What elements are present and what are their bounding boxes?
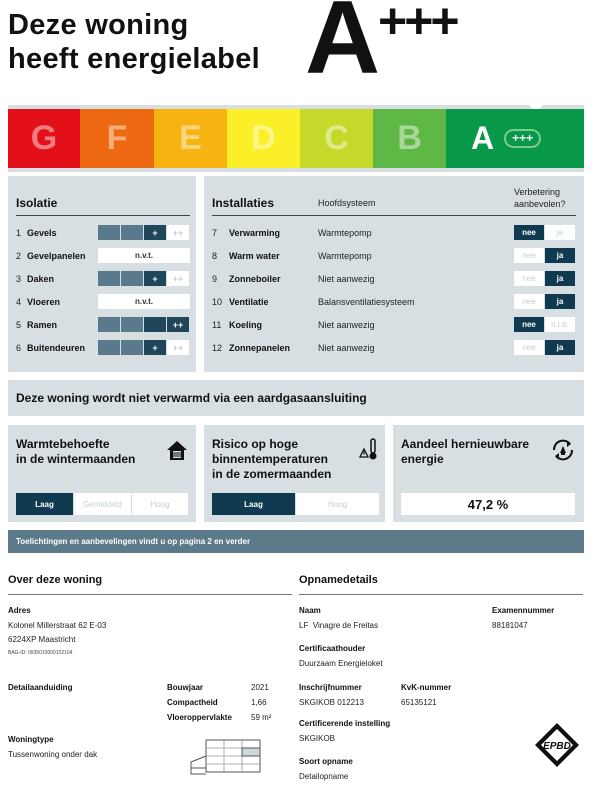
installatie-row-label: Warm water <box>229 251 280 261</box>
adres-line-1: Kolonel Millerstraat 62 E-03 <box>8 621 107 630</box>
installaties-title: Installaties <box>212 196 275 210</box>
naam-value: LF Vinagre de Freitas <box>299 621 379 630</box>
installatie-row-num: 7 <box>212 228 218 238</box>
col-verbetering-2: aanbevolen? <box>514 199 566 209</box>
svg-text:EPBD: EPBD <box>543 741 571 752</box>
installatie-row-value: Niet aanwezig <box>318 320 375 330</box>
rating-segment: ++ <box>167 340 189 355</box>
band-f <box>80 109 154 168</box>
installatie-row-num: 10 <box>212 297 223 307</box>
hernieuwbaar-title-2: energie <box>401 452 444 466</box>
isolatie-row-num: 6 <box>16 343 22 353</box>
isolatie-row-label: Gevels <box>27 228 57 238</box>
band-letter: E <box>179 119 202 157</box>
toggle-left: nee <box>514 340 544 355</box>
epbd-logo-icon <box>533 721 581 774</box>
rating-segment: + <box>144 340 166 355</box>
isolatie-rating-bar <box>98 340 190 355</box>
risico-title-2: binnentemperaturen <box>212 452 329 466</box>
apartment-building-icon <box>190 738 262 781</box>
toggle-left: nee <box>514 225 544 240</box>
band-letter: D <box>251 119 276 157</box>
band-letter: A <box>471 120 495 156</box>
page-title <box>8 8 260 76</box>
installatie-row-num: 9 <box>212 274 218 284</box>
energy-label-letter: A <box>305 0 381 96</box>
certificaathouder-label: Certificaathouder <box>299 644 366 653</box>
woningtype-label: Woningtype <box>8 735 54 744</box>
rating-segment <box>98 340 120 355</box>
rating-segment: + <box>144 271 166 286</box>
bag-id: BAG-ID: 0935010000102104 <box>8 650 73 656</box>
band-letter: B <box>397 119 422 157</box>
risico-title-1: Risico op hoge <box>212 437 299 451</box>
installatie-row-value: Warmtepomp <box>318 251 372 261</box>
level-option: Hoog <box>132 493 188 515</box>
toggle-right: ja <box>545 271 575 286</box>
renewable-cycle-icon <box>550 437 576 468</box>
rating-segment: ++ <box>167 225 189 240</box>
adres-line-2: 6224XP Maastricht <box>8 635 76 644</box>
installatie-row-value: Warmtepomp <box>318 228 372 238</box>
divider <box>212 215 576 216</box>
divider <box>16 215 190 216</box>
compactheid-value: 1,66 <box>251 698 267 707</box>
kvk-value: 65135121 <box>401 698 437 707</box>
installatie-row-label: Ventilatie <box>229 297 269 307</box>
isolatie-rating-bar <box>98 317 190 332</box>
naam-label: Naam <box>299 606 321 615</box>
band-g <box>8 109 80 168</box>
bouwjaar-label: Bouwjaar <box>167 683 204 692</box>
level-option: Laag <box>212 493 295 515</box>
band-b <box>373 109 446 168</box>
toggle-left: nee <box>514 317 544 332</box>
band-plus-pill: +++ <box>504 129 541 148</box>
rating-segment <box>121 225 143 240</box>
installatie-row-label: Verwarming <box>229 228 281 238</box>
warmte-level <box>16 493 189 515</box>
bouwjaar-value: 2021 <box>251 683 269 692</box>
instelling-value: SKGIKOB <box>299 734 336 743</box>
isolatie-rating-bar <box>98 271 190 286</box>
verbetering-toggle <box>514 340 576 355</box>
certificaathouder-value: Duurzaam Energieloket <box>299 659 383 668</box>
risico-title-3: in de zomermaanden <box>212 467 332 481</box>
installatie-row-num: 12 <box>212 343 223 353</box>
vloer-label: Vloeroppervlakte <box>167 713 232 722</box>
toggle-right: n.t.b. <box>545 317 575 332</box>
opname-title: Opnamedetails <box>299 574 378 586</box>
isolatie-row-num: 1 <box>16 228 22 238</box>
divider <box>8 594 292 595</box>
installatie-row-label: Koeling <box>229 320 262 330</box>
verbetering-toggle <box>514 271 576 286</box>
isolatie-row-num: 3 <box>16 274 22 284</box>
isolatie-row-label: Gevelpanelen <box>27 251 86 261</box>
verbetering-toggle <box>514 248 576 263</box>
rating-segment <box>98 317 120 332</box>
inschrijf-label: Inschrijfnummer <box>299 683 362 692</box>
col-verbetering-1: Verbetering <box>514 187 561 197</box>
band-letter: F <box>106 119 128 157</box>
rating-segment <box>98 225 120 240</box>
gas-strip-text: Deze woning wordt niet verwarmd via een aardgasaansluiting <box>16 391 367 405</box>
examen-label: Examennummer <box>492 606 555 615</box>
vloer-value: 59 m² <box>251 713 272 722</box>
band-d <box>227 109 300 168</box>
detail-label: Detailaanduiding <box>8 683 73 692</box>
toggle-right: ja <box>545 225 575 240</box>
installatie-row-label: Zonneboiler <box>229 274 281 284</box>
examen-value: 88181047 <box>492 621 528 630</box>
rating-segment: + <box>144 225 166 240</box>
isolatie-row-label: Vloeren <box>27 297 61 307</box>
inschrijf-value: SKGIKOB 012213 <box>299 698 364 707</box>
verbetering-toggle <box>514 317 576 332</box>
isolatie-title: Isolatie <box>16 196 58 210</box>
woning-title: Over deze woning <box>8 574 103 586</box>
installatie-row-num: 11 <box>212 320 222 330</box>
band-letter: C <box>324 119 349 157</box>
adres-label: Adres <box>8 606 31 615</box>
rating-segment <box>121 317 143 332</box>
energy-label-plus: +++ <box>378 0 457 49</box>
hernieuwbaar-title-1: Aandeel hernieuwbare <box>401 437 530 451</box>
verbetering-toggle <box>514 294 576 309</box>
toggle-right: ja <box>545 248 575 263</box>
isolatie-row-num: 5 <box>16 320 22 330</box>
isolatie-nvt: n.v.t. <box>98 248 190 263</box>
rating-segment <box>144 317 166 332</box>
house-heating-icon <box>166 440 188 467</box>
band-a <box>446 109 584 168</box>
isolatie-row-label: Ramen <box>27 320 58 330</box>
installatie-row-label: Zonnepanelen <box>229 343 291 353</box>
installatie-row-value: Balansventilatiesysteem <box>318 297 415 307</box>
warmte-title-1: Warmtebehoefte <box>16 437 110 451</box>
installatie-row-value: Niet aanwezig <box>318 343 375 353</box>
toggle-left: nee <box>514 294 544 309</box>
kvk-label: KvK-nummer <box>401 683 452 692</box>
isolatie-row-label: Buitendeuren <box>27 343 86 353</box>
compactheid-label: Compactheid <box>167 698 218 707</box>
installatie-row-value: Niet aanwezig <box>318 274 375 284</box>
toggle-right: ja <box>545 294 575 309</box>
level-option: Hoog <box>296 493 379 515</box>
isolatie-row-label: Daken <box>27 274 55 284</box>
soort-value: Detailopname <box>299 772 349 781</box>
woningtype-value: Tussenwoning onder dak <box>8 750 98 759</box>
title-line-1: Deze woning <box>8 9 189 41</box>
rating-segment: ++ <box>167 271 189 286</box>
toggle-left: nee <box>514 248 544 263</box>
soort-label: Soort opname <box>299 757 353 766</box>
isolatie-row-num: 2 <box>16 251 22 261</box>
warmte-title-2: in de wintermaanden <box>16 452 136 466</box>
isolatie-nvt: n.v.t. <box>98 294 190 309</box>
installatie-row-num: 8 <box>212 251 218 261</box>
band-c <box>300 109 373 168</box>
toggle-right: ja <box>545 340 575 355</box>
verbetering-toggle <box>514 225 576 240</box>
level-option: Gemiddeld <box>74 493 131 515</box>
col-hoofdsysteem: Hoofdsysteem <box>318 198 376 208</box>
rating-segment <box>98 271 120 286</box>
band-e <box>154 109 227 168</box>
isolatie-row-num: 4 <box>16 297 22 307</box>
rating-segment <box>121 271 143 286</box>
rating-segment: ++ <box>167 317 189 332</box>
toggle-left: nee <box>514 271 544 286</box>
info-bar: Toelichtingen en aanbevelingen vindt u op pagina 2 en verder <box>8 530 584 553</box>
band-letter: G <box>30 119 58 157</box>
isolatie-rating-bar <box>98 225 190 240</box>
rating-segment <box>121 340 143 355</box>
title-line-2: heeft energielabel <box>8 43 260 75</box>
risico-level <box>212 493 380 515</box>
renewable-percentage: 47,2 % <box>401 493 575 515</box>
instelling-label: Certificerende instelling <box>299 719 391 728</box>
level-option: Laag <box>16 493 73 515</box>
divider <box>299 594 583 595</box>
thermometer-warning-icon <box>359 437 379 466</box>
